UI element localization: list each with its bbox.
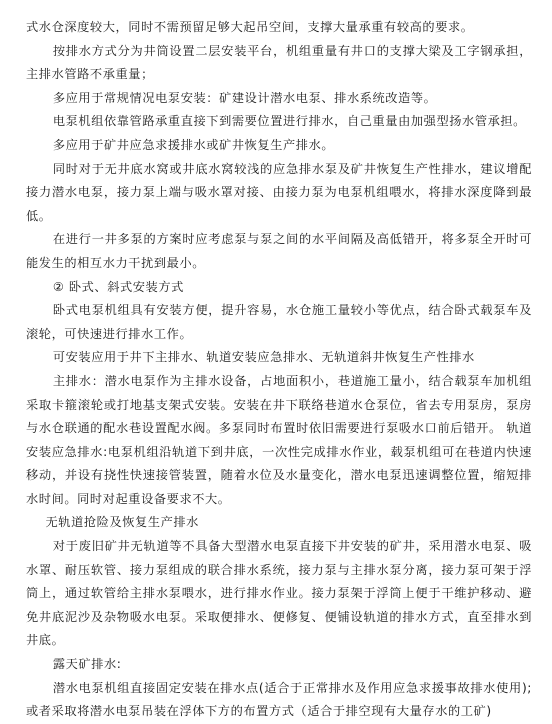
paragraph-4: 电泵机组依靠管路承重直接下到需要位置进行排水，自己重量由加强型扬水管承担。 [52,114,526,129]
paragraph-6: 同时对于无井底水窝或井底水窝较浅的应急排水泵及矿井恢复生产性排水，建议增配接力潜水电泵，接力泵上端与吸水罩对接、由接力泵为电泵机组喂水，将排水深度降到最低。 [26,161,532,223]
section-heading-horizontal-install: ② 卧式、斜式安装方式 [52,279,184,294]
paragraph-11: 主排水：潜水电泵作为主排水设备，占地面积小，巷道施工量小，结合载泵车加机组采取卡箍滚轮或打地基支架式安装。安装在井下联络巷道水仓泵位，省去专用泵房，泵房与水仓联通的配水巷设置配水阀。多泵同时布置时依旧需要进行泵吸水口前后错开。 轨道安装应急排水:电泵机组沿轨道下到井底，一次性完成排水作业，载泵机组可在巷道内快速移动，并设有挠性快速接管装置，随着水位及水量变化，潜水电泵迅速调整位置，缩短排水时间。同时对起重设备要求不大。 [26,373,532,506]
paragraph-10: 可安装应用于井下主排水、轨道安装应急排水、无轨道斜井恢复生产性排水 [52,350,475,365]
paragraph-13: 对于废旧矿井无轨道等不具备大型潜水电泵直接下井安装的矿井，采用潜水电泵、吸水罩、耐压软管、接力泵组成的联合排水系统，接力泵与主排水泵分离，接力泵可架于浮筒上，通过软管给主排水泵喂水，进行排水作业。接力泵架于浮筒上便于干维护移动、避免井底泥沙及杂物吸水电泵。采取便排水、便修复、便铺设轨道的排水方式，直至排水到井底。 [26,539,532,648]
subheading-open-pit-drainage: 露天矿排水: [52,657,122,672]
paragraph-9: 卧式电泵机组具有安装方便，提升容易，水仓施工量较小等优点，结合卧式载泵车及滚轮，可快速进行排水工作。 [26,303,532,341]
paragraph-3: 多应用于常规情况电泵安装：矿建设计潜水电泵、排水系统改造等。 [52,90,437,105]
subheading-trackless-drainage: 无轨道抢险及恢复生产排水 [45,515,199,530]
paragraph-15: 潜水电泵机组直接固定安装在排水点(适合于正常排水及作用应急求援事故排水使用);或者采取将潜水电泵吊装在浮体下方的布置方式（适合于排空现有大量存水的工矿) [26,680,532,719]
paragraph-5: 多应用于矿井应急求援排水或矿井恢复生产排水。 [52,137,335,152]
paragraph-2: 按排水方式分为井筒设置二层安装平台，机组重量有井口的支撑大梁及工字钢承担，主排水管路不承重量； [26,43,532,82]
paragraph-7: 在进行一井多泵的方案时应考虑泵与泵之间的水平间隔及高低错开，将多泵全开时可能发生的相互水力干扰到最小。 [26,232,532,270]
paragraph-1: 式水仓深度较大，同时不需预留足够大起吊空间，支撑大量承重有较高的要求。 [26,20,474,34]
